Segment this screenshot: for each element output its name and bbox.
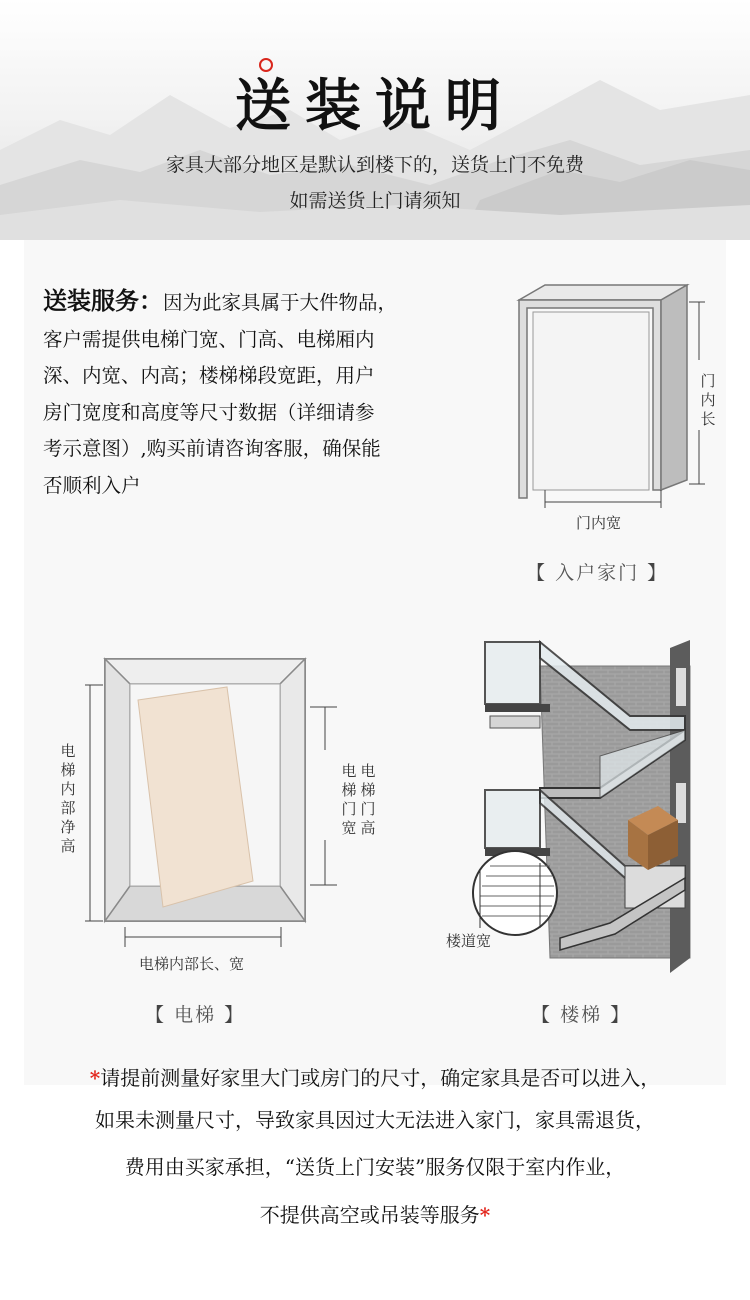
door-height-char: 门: [700, 372, 716, 390]
caption-bracket-close: 】: [224, 1004, 246, 1026]
stair-caption-text: 楼梯: [560, 1004, 603, 1026]
page-title: 送装说明: [235, 73, 515, 139]
note-line-4: [0, 1199, 750, 1228]
caption-bracket-open: 【: [531, 1004, 553, 1026]
elevator-height-label: [60, 742, 76, 856]
service-line-4: 房门宽度和高度等尺寸数据（详细请参: [43, 400, 375, 424]
elevator-diagram: [85, 655, 345, 950]
red-asterisk: *: [89, 1066, 101, 1090]
stair-width-label: 楼道宽: [446, 932, 492, 950]
service-line-1: [43, 283, 463, 322]
subtitle-line-1: 家具大部分地区是默认到楼下的，送货上门不免费: [165, 154, 584, 176]
elevator-door-width-char: 门: [341, 800, 357, 818]
stair-caption: [531, 1000, 631, 1027]
caption-bracket-open: 【: [526, 562, 548, 584]
note-text-1: 请提前测量好家里大门或房门的尺寸，确定家具是否可以进入，: [100, 1066, 661, 1090]
note-line-3: 费用由买家承担，“送货上门安装”服务仅限于室内作业，: [124, 1155, 626, 1179]
service-text-1: 因为此家具属于大件物品，: [163, 291, 398, 314]
elevator-height-char: 净: [60, 818, 76, 836]
elevator-height-char: 内: [60, 780, 76, 798]
elevator-height-char: 部: [60, 799, 76, 817]
caption-bracket-close: 】: [610, 1004, 632, 1026]
elevator-door-height-char: 门: [360, 800, 376, 818]
elevator-height-char: 高: [60, 837, 76, 855]
caption-bracket-close: 】: [647, 562, 669, 584]
caption-bracket-open: 【: [145, 1004, 167, 1026]
door-caption-text: 入户家门: [555, 562, 640, 584]
elevator-door-height-char: 电: [360, 762, 376, 780]
elevator-height-char: 电: [60, 742, 76, 760]
note-line-2: 如果未测量尺寸，导致家具因过大无法进入家门，家具需退货，: [95, 1108, 655, 1132]
elevator-door-height-char: 高: [360, 819, 376, 837]
elevator-caption-text: 电梯: [174, 1004, 217, 1026]
subtitle-line-2: 如需送货上门请须知: [289, 190, 461, 212]
service-line-5: 考示意图）,购买前请咨询客服，确保能: [43, 437, 381, 460]
elevator-door-width-char: 电: [341, 762, 357, 780]
door-width-label: 门内宽: [576, 514, 622, 532]
elevator-door-width-char: 梯: [341, 781, 357, 799]
header-banner: [0, 0, 750, 240]
door-height-label: [700, 372, 716, 429]
service-line-2: 客户需提供电梯门宽、门高、电梯厢内: [43, 327, 375, 351]
note-text-4: 不提供高空或吊装等服务: [259, 1203, 480, 1227]
elevator-depth-label: 电梯内部长、宽: [139, 955, 245, 973]
elevator-door-height-char: 梯: [360, 781, 376, 799]
service-line-3: 深、内宽、内高；楼梯梯段宽距，用户: [43, 364, 375, 387]
service-keyword: 送装服务: [43, 286, 139, 315]
red-asterisk: *: [479, 1203, 491, 1227]
elevator-door-width-char: 宽: [341, 819, 357, 837]
door-height-char: 内: [700, 391, 716, 409]
elevator-height-char: 梯: [60, 761, 76, 779]
elevator-door-width-label: [341, 762, 357, 838]
door-diagram: [505, 280, 715, 530]
stair-diagram: [440, 638, 700, 978]
elevator-caption: [145, 1000, 245, 1027]
service-colon: ：: [139, 286, 163, 315]
note-line-1: [0, 1062, 750, 1091]
door-caption: [526, 558, 668, 585]
door-height-char: 长: [700, 410, 716, 428]
service-description: [43, 283, 463, 504]
service-line-6: 否顺利入户: [43, 473, 141, 497]
elevator-door-height-label: [360, 762, 376, 838]
